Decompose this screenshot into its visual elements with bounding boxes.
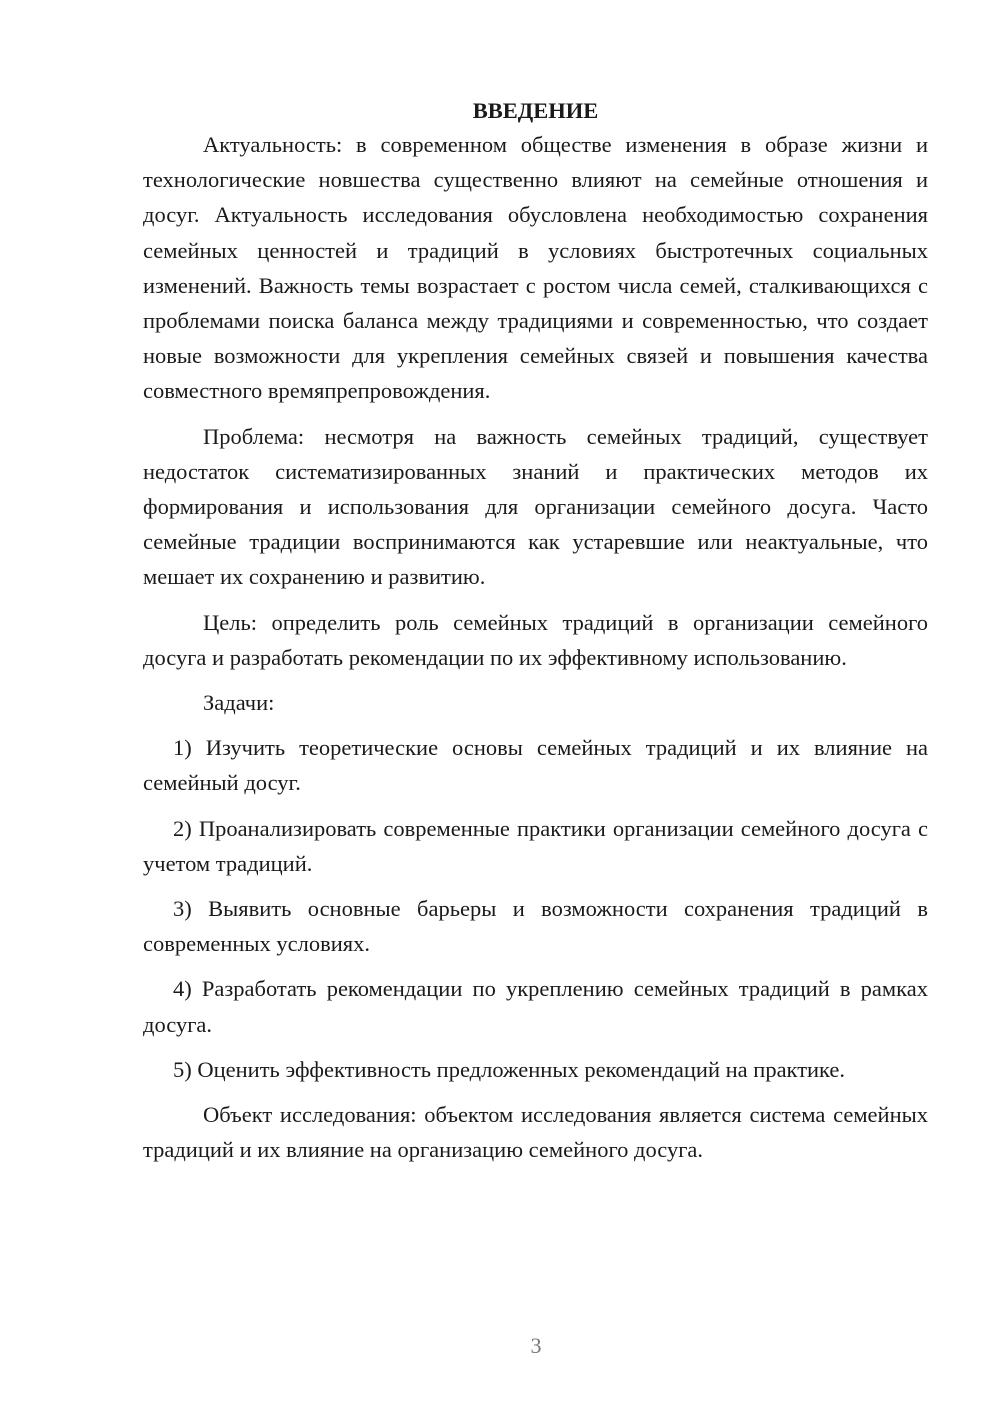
page-number: 3 <box>530 1333 542 1358</box>
relevance-paragraph: Актуальность: в современном обществе изменения в образе жизни и технологические новшества существенно влияют на семейные отношения и досуг. Актуальность исследования обусловлена необходимостью сохранения семейных ценностей и традиций в условиях быстротечных социальных изменений. Важность темы возрастает с ростом числа семей, сталкивающихся с проблемами поиска баланса между традициями и современностью, что создает новые возможности для укрепления семейных связей и повышения качества совместного времяпрепровождения. <box>143 132 928 404</box>
task-item-3: 3) Выявить основные барьеры и возможности сохранения традиций в современных условиях. <box>143 896 928 957</box>
goal-paragraph: Цель: определить роль семейных традиций в организации семейного досуга и разработать рекомендации по их эффективному использованию. <box>143 609 928 670</box>
task-item-5: 5) Оценить эффективность предложенных рекомендаций на практике. <box>173 1056 846 1082</box>
object-paragraph: Объект исследования: объектом исследования является система семейных традиций и их влияние на организацию семейного досуга. <box>143 1102 928 1163</box>
task-item-4: 4) Разработать рекомендации по укреплению семейных традиций в рамках досуга. <box>143 976 928 1037</box>
problem-paragraph: Проблема: несмотря на важность семейных традиций, существует недостаток систематизированных знаний и практических методов их формирования и использования для организации семейного досуга. Часто семейные традиции воспринимаются как устаревшие или неактуальные, что мешает их сохранению и развитию. <box>143 423 928 590</box>
page-content <box>143 96 928 1167</box>
task-item-1: 1) Изучить теоретические основы семейных традиций и их влияние на семейный досуг. <box>143 735 928 796</box>
task-item-2: 2) Проанализировать современные практики организации семейного досуга с учетом традиций. <box>143 815 928 876</box>
tasks-label: Задачи: <box>203 690 275 716</box>
section-heading: ВВЕДЕНИЕ <box>472 98 599 123</box>
